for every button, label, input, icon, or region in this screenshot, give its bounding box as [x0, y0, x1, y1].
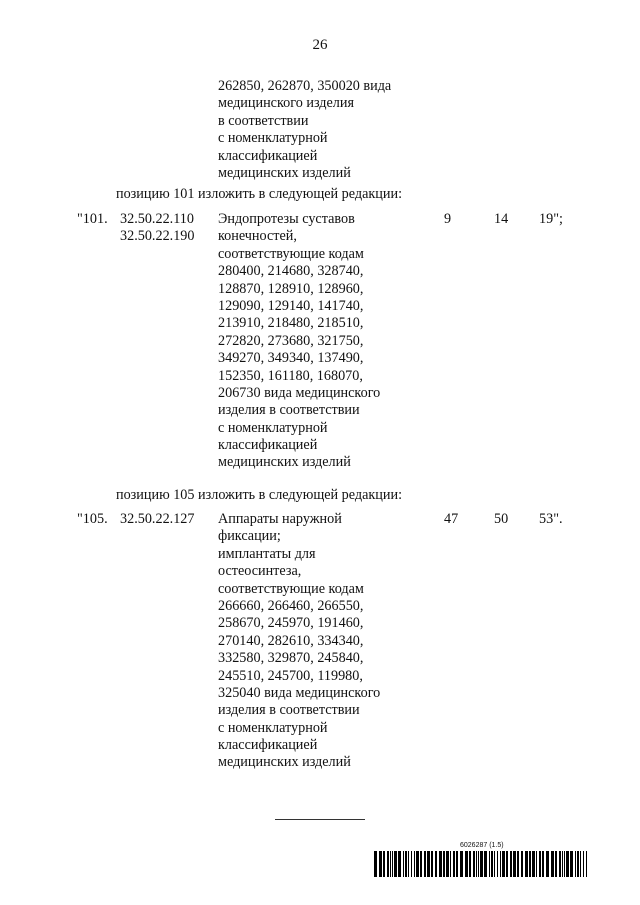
row-101-value-1: 9: [444, 211, 452, 227]
description-line: соответствующие кодам: [218, 580, 364, 597]
row-105-description: [218, 511, 380, 772]
row-105-number: "105.: [77, 511, 108, 527]
description-line: Эндопротезы суставов: [218, 211, 355, 227]
row-101-code: 32.50.22.110: [120, 211, 194, 227]
row-105-value-2: 50: [494, 511, 509, 527]
barcode-caption: 6026287 (1.5): [460, 842, 504, 849]
row-105-value-3: 53".: [539, 511, 563, 527]
description-line: классификацией: [218, 437, 318, 454]
description-line: соответствующие кодам: [218, 245, 364, 262]
row-105-value-1: 47: [444, 511, 459, 527]
row-101-description: [218, 211, 380, 472]
description-line: 258670, 245970, 191460,: [218, 615, 364, 632]
description-line: изделия в соответствии: [218, 402, 360, 419]
page-number: 26: [312, 37, 328, 53]
description-line: конечностей,: [218, 228, 297, 245]
description-line: 245510, 245700, 119980,: [218, 667, 363, 684]
description-line: медицинских изделий: [218, 454, 351, 471]
continuation-block: [218, 78, 391, 182]
description-line: 325040 вида медицинского: [218, 684, 381, 701]
description-line: 270140, 282610, 334340,: [218, 632, 364, 649]
continuation-line: в соответствии: [218, 112, 309, 129]
description-line: с номенклатурной: [218, 719, 328, 736]
continuation-line: классификацией: [218, 147, 318, 164]
row-101-code: 32.50.22.190: [120, 228, 195, 245]
description-line: имплантаты для: [218, 545, 316, 562]
description-line: 213910, 218480, 218510,: [218, 315, 364, 332]
description-line: с номенклатурной: [218, 419, 328, 436]
description-line: 152350, 161180, 168070,: [218, 367, 363, 384]
amendment-paragraph-101: позицию 101 изложить в следующей редакции:: [116, 186, 403, 202]
row-101-value-2: 14: [494, 211, 509, 227]
description-line: медицинских изделий: [218, 754, 351, 771]
description-line: 129090, 129140, 141740,: [218, 297, 364, 314]
row-101-value-3: 19";: [539, 211, 563, 227]
continuation-line: медицинского изделия: [218, 95, 354, 112]
continuation-line: с номенклатурной: [218, 130, 328, 147]
row-105-code: 32.50.22.127: [120, 511, 195, 527]
description-line: 206730 вида медицинского: [218, 384, 381, 401]
description-line: 266660, 266460, 266550,: [218, 597, 364, 614]
description-line: изделия в соответствии: [218, 702, 360, 719]
description-line: остеосинтеза,: [218, 563, 302, 580]
description-line: 280400, 214680, 328740,: [218, 263, 364, 280]
description-line: фиксации;: [218, 528, 281, 545]
continuation-line: 262850, 262870, 350020 вида: [218, 78, 392, 94]
description-line: Аппараты наружной: [218, 511, 342, 527]
description-line: классификацией: [218, 737, 318, 754]
description-line: 128870, 128910, 128960,: [218, 280, 364, 297]
continuation-line: медицинских изделий: [218, 164, 351, 181]
description-line: 349270, 349340, 137490,: [218, 350, 364, 367]
description-line: 272820, 273680, 321750,: [218, 332, 364, 349]
separator-line: [275, 819, 365, 820]
description-line: 332580, 329870, 245840,: [218, 650, 364, 667]
barcode-image: [374, 851, 587, 877]
amendment-paragraph-105: позицию 105 изложить в следующей редакции:: [116, 487, 403, 503]
row-101-number: "101.: [77, 211, 108, 227]
